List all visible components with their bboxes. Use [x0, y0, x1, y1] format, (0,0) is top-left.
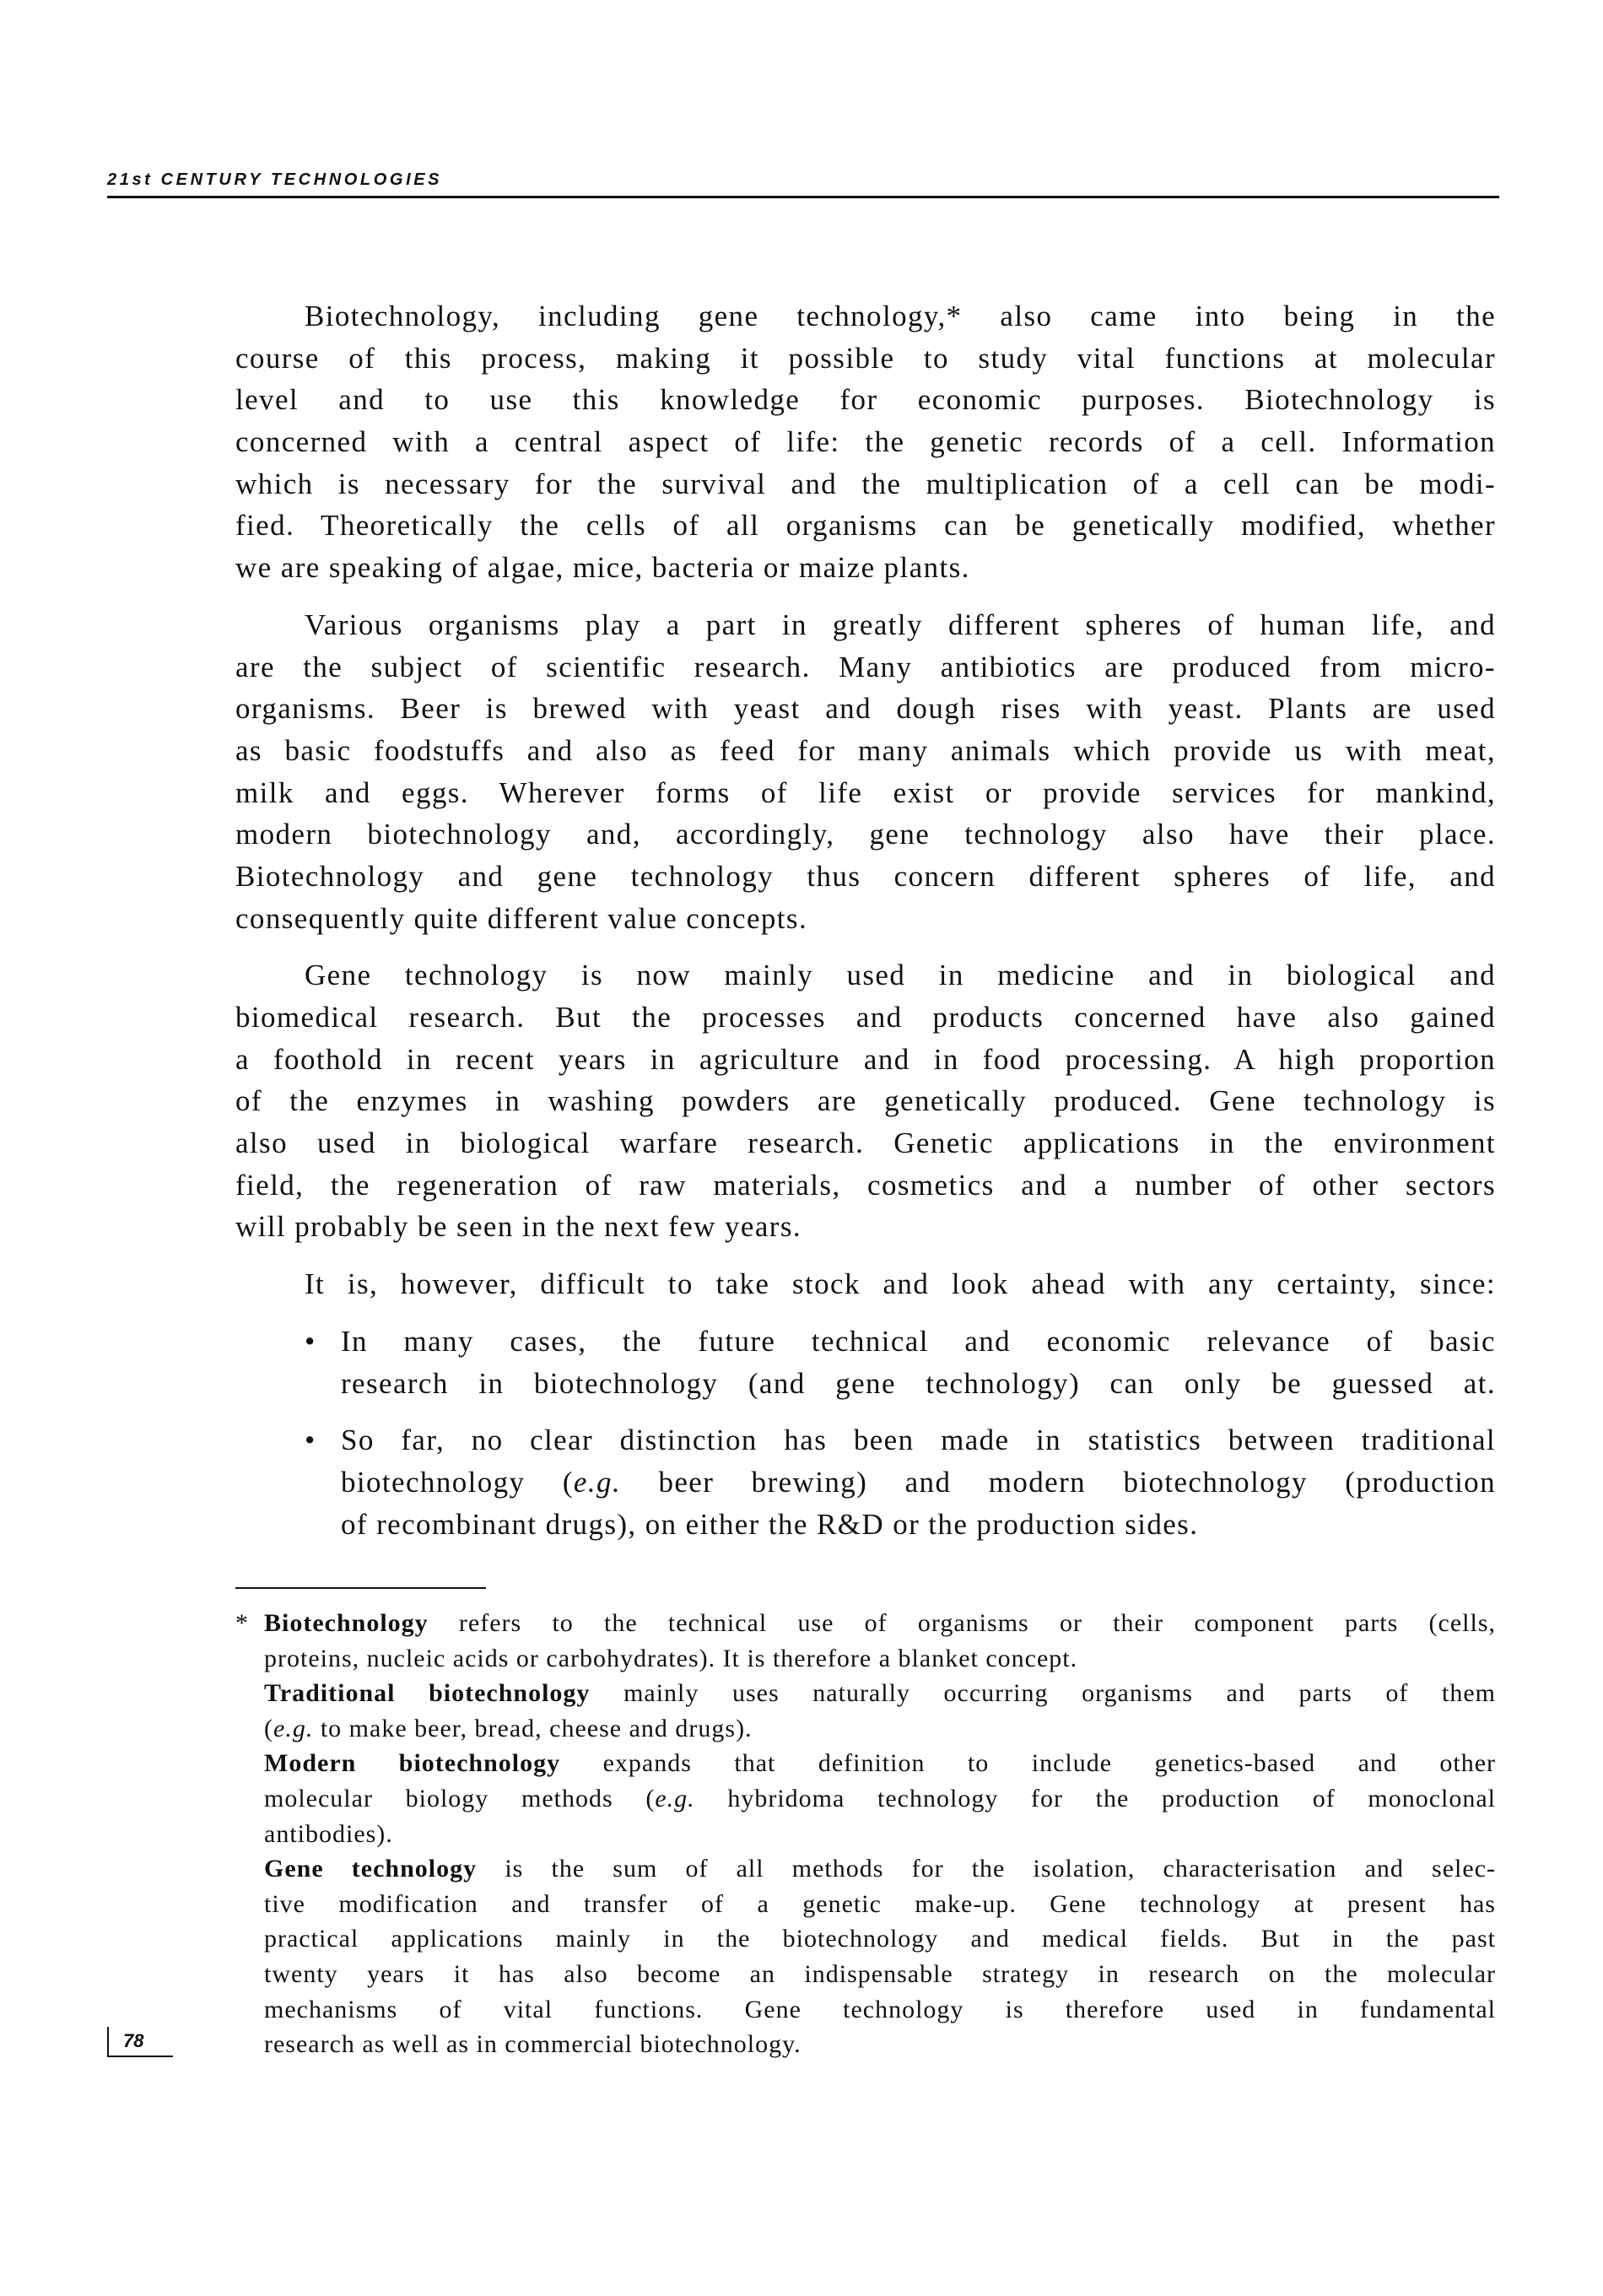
- footnote-line: [264, 1676, 1496, 1711]
- text-line: a foothold in recent years in agriculture and in food processing. A high proportion: [235, 1042, 1496, 1076]
- text-line: will probably be seen in the next few years.: [235, 1210, 802, 1244]
- footnote-line: mechanisms of vital functions. Gene technology is therefore used in fundamental: [264, 1995, 1496, 2023]
- bullet-text: [341, 1419, 1496, 1545]
- text-line: biomedical research. But the processes and products concerned have also gained: [235, 1001, 1496, 1034]
- footnote-modern-biotechnology: [264, 1746, 1496, 1851]
- footnote-line: [264, 1746, 1496, 1781]
- text-line: we are speaking of algae, mice, bacteria or maize plants.: [235, 551, 970, 585]
- text-line: also used in biological warfare research. Genetic applications in the environment: [235, 1126, 1496, 1160]
- text-segment: hybridoma technology for the production of monoclonal: [694, 1784, 1497, 1812]
- page-number: 78: [123, 2030, 144, 2051]
- text-line: of the enzymes in washing powders are genetically produced. Gene technology is: [235, 1084, 1496, 1118]
- text-line: [341, 1461, 1496, 1504]
- text-line: modern biotechnology and, accordingly, gene technology also have their place.: [235, 818, 1496, 851]
- footnote-line: [264, 1606, 1496, 1641]
- footnote-line: antibodies).: [264, 1819, 393, 1848]
- text-segment: biotechnology (: [341, 1465, 574, 1499]
- text-line: It is, however, difficult to take stock and look ahead with any certainty, since:: [305, 1267, 1496, 1301]
- body-text: [235, 295, 1496, 1545]
- bullet-icon: •: [305, 1324, 316, 1358]
- text-segment: (: [264, 1714, 273, 1742]
- text-line: organisms. Beer is brewed with yeast and dough rises with yeast. Plants are used: [235, 692, 1496, 726]
- footnote-line: tive modification and transfer of a genetic make-up. Gene technology at present has: [264, 1889, 1496, 1918]
- footnote-gene-technology: [264, 1851, 1496, 2062]
- footnote-line: research as well as in commercial biotechnology.: [264, 2030, 802, 2059]
- footnote-rule: [235, 1587, 486, 1589]
- text-line: level and to use this knowledge for economic purposes. Biotechnology is: [235, 383, 1496, 417]
- text-line: So far, no clear distinction has been made in statistics between traditional: [341, 1424, 1496, 1457]
- page-number-bracket-horizontal: [107, 2056, 173, 2057]
- footnote-line: [264, 1711, 1496, 1747]
- text-line: course of this process, making it possible to study vital functions at molecular: [235, 341, 1496, 375]
- footnote-definition: expands that definition to include genetics-based and other: [602, 1749, 1496, 1778]
- header-rule: [107, 196, 1499, 198]
- italic-text: e.g.: [273, 1714, 314, 1742]
- paragraph-3: [235, 954, 1496, 1248]
- footnote-term: Modern biotechnology: [264, 1749, 561, 1778]
- text-line: In many cases, the future technical and economic relevance of basic: [341, 1324, 1496, 1358]
- text-line: are the subject of scientific research. Many antibiotics are produced from micro-: [235, 650, 1496, 683]
- footnote-traditional-biotechnology: [264, 1676, 1496, 1746]
- footnote-marker: *: [235, 1609, 249, 1637]
- text-line: fied. Theoretically the cells of all organisms can be genetically modified, whether: [235, 509, 1496, 543]
- footnote-line: twenty years it has also become an indispensable strategy in research on the molecular: [264, 1959, 1496, 1988]
- footnote-biotechnology: [235, 1606, 1496, 1676]
- footnote-term: Traditional biotechnology: [264, 1679, 591, 1708]
- text-line: of recombinant drugs), on either the R&D or the production sides.: [341, 1507, 1199, 1541]
- text-line: Biotechnology, including gene technology,* also came into being in the: [305, 300, 1496, 332]
- footnote-term: Gene technology: [264, 1855, 478, 1883]
- paragraph-1: [235, 295, 1496, 589]
- bullet-item-1: [235, 1321, 1496, 1404]
- bullet-item-2: [235, 1419, 1496, 1545]
- text-line: Gene technology is now mainly used in medicine and in biological and: [305, 959, 1496, 992]
- bullet-icon: •: [305, 1424, 316, 1457]
- text-segment: to make beer, bread, cheese and drugs).: [313, 1714, 753, 1742]
- text-segment: molecular biology methods (: [264, 1784, 656, 1812]
- paragraph-2: [235, 604, 1496, 940]
- footnote-line: proteins, nucleic acids or carbohydrates). It is therefore a blanket concept.: [264, 1644, 1078, 1672]
- italic-text: e.g.: [655, 1784, 695, 1812]
- text-line: which is necessary for the survival and the multiplication of a cell can be modi-: [235, 467, 1496, 500]
- footnote-line: practical applications mainly in the biotechnology and medical fields. But in the past: [264, 1925, 1496, 1953]
- text-line: Various organisms play a part in greatly different spheres of human life, and: [305, 608, 1496, 641]
- footnote-definition: mainly uses naturally occurring organisms and parts of them: [623, 1679, 1496, 1708]
- text-line: milk and eggs. Wherever forms of life exist or provide services for mankind,: [235, 775, 1496, 809]
- footnote-line: [264, 1781, 1496, 1817]
- text-line: Biotechnology and gene technology thus concern different spheres of life, and: [235, 859, 1496, 893]
- page-number-bracket-vertical: [107, 2027, 109, 2057]
- bullet-text: [341, 1321, 1496, 1404]
- footnote-term: Biotechnology: [264, 1609, 429, 1637]
- text-line: field, the regeneration of raw materials, cosmetics and a number of other sectors: [235, 1168, 1496, 1202]
- footnote-line: [264, 1851, 1496, 1887]
- running-header-title: 21st CENTURY TECHNOLOGIES: [107, 170, 443, 189]
- text-line: as basic foodstuffs and also as feed for many animals which provide us with meat,: [235, 733, 1496, 767]
- text-line: concerned with a central aspect of life: the genetic records of a cell. Information: [235, 425, 1496, 459]
- paragraph-4: [235, 1263, 1496, 1305]
- footnotes: [235, 1606, 1497, 2062]
- text-line: research in biotechnology (and gene technology) can only be guessed at.: [341, 1366, 1496, 1400]
- text-line: consequently quite different value concepts.: [235, 901, 808, 935]
- footnote-definition: refers to the technical use of organisms or their component parts (cells,: [458, 1609, 1496, 1637]
- text-segment: beer brewing) and modern biotechnology (production: [621, 1465, 1496, 1499]
- italic-text: e.g.: [573, 1465, 622, 1499]
- footnote-definition: is the sum of all methods for the isolation, characterisation and selec-: [505, 1855, 1497, 1883]
